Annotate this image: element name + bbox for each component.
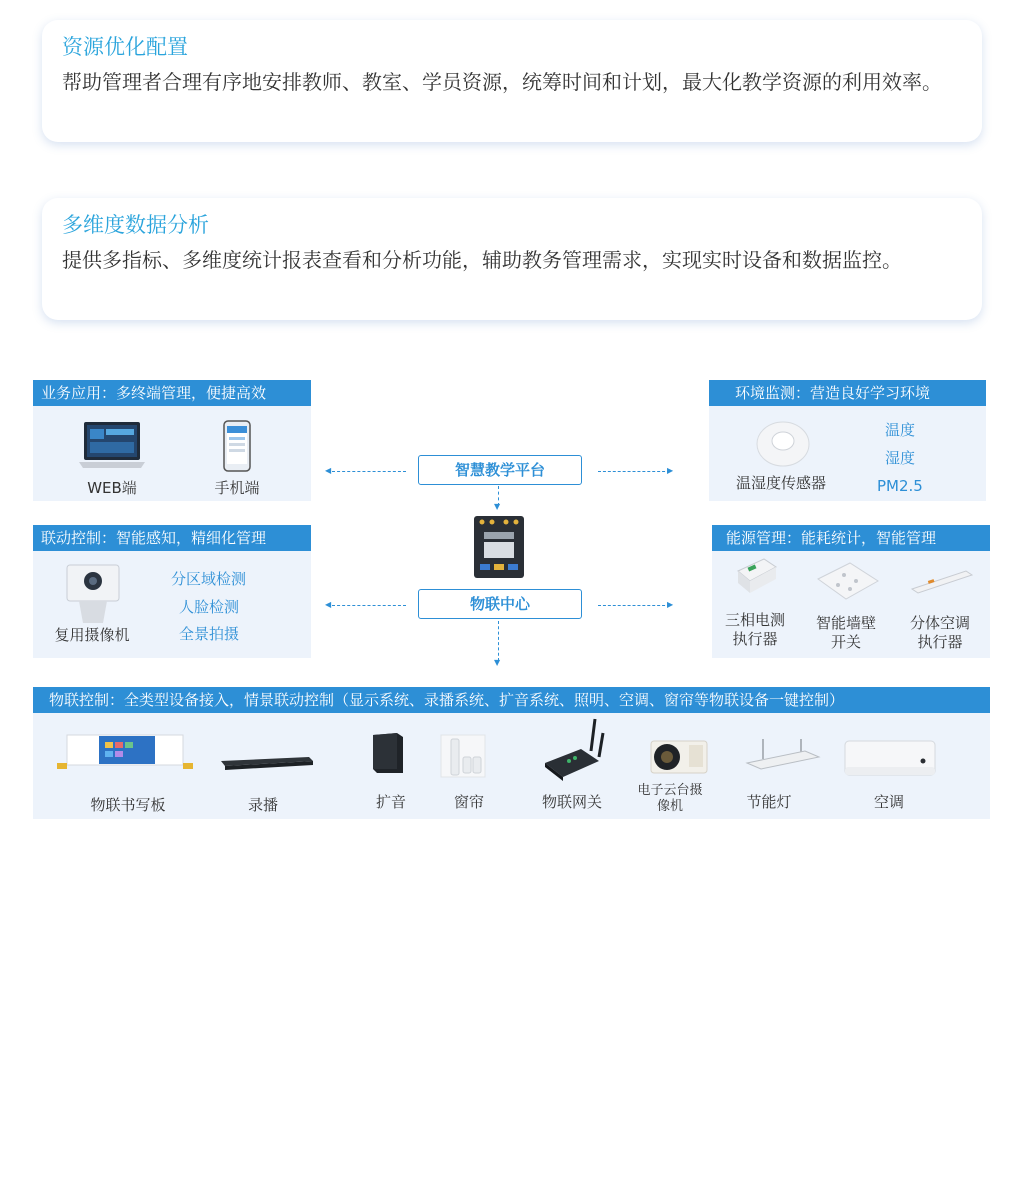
- card-body: 提供多指标、多维度统计报表查看和分析功能，辅助教务管理需求，实现实时设备和数据监控。: [62, 248, 902, 272]
- connector-right-bottom: [598, 605, 670, 606]
- metric-pm25: PM2.5: [877, 477, 923, 495]
- panel-iot-control: [33, 687, 990, 819]
- connector-iot-down: [498, 621, 499, 661]
- device-label-air-conditioner: 空调: [873, 793, 904, 811]
- panel-environment: [709, 380, 986, 501]
- connector-left-top: [332, 471, 406, 472]
- iot-gateway-icon: [541, 717, 611, 783]
- web-client-label: WEB端: [87, 479, 137, 497]
- camera-label: 复用摄像机: [54, 626, 130, 644]
- device-label-speaker: 扩音: [375, 793, 406, 811]
- panel-title: 业务应用：多终端管理，便捷高效: [33, 380, 311, 406]
- laptop-icon: [79, 420, 145, 472]
- gateway-device-icon: [470, 512, 528, 582]
- arrow-down-icon: ▼: [494, 658, 501, 667]
- device-label-recorder: 录播: [247, 796, 278, 814]
- panel-title: 环境监测：营造良好学习环境: [709, 380, 986, 406]
- wall-switch-icon: [816, 561, 880, 601]
- sensor-label: 温湿度传感器: [735, 474, 826, 492]
- card-title: 多维度数据分析: [62, 213, 209, 237]
- metric-humidity: 湿度: [885, 449, 916, 467]
- panel-linkage: [33, 525, 311, 658]
- mobile-client-label: 手机端: [214, 479, 260, 497]
- panel-title: 联动控制：智能感知，精细化管理: [33, 525, 311, 551]
- ptz-camera-icon: [645, 737, 711, 779]
- device-label-writing-board: 物联书写板: [90, 796, 166, 814]
- feature-panorama: 全景拍摄: [179, 625, 240, 643]
- smart-teaching-platform-box: 智慧教学平台: [418, 455, 582, 485]
- feature-zone-detection: 分区域检测: [171, 570, 247, 588]
- arrow-right-icon: ▶: [667, 600, 674, 609]
- device-label-curtain: 窗帘: [453, 793, 484, 811]
- panel-title: 能源管理：能耗统计，智能管理: [712, 525, 990, 551]
- panel-energy: [712, 525, 990, 658]
- wall-switch-label: 智能墙壁 开关: [815, 614, 876, 651]
- connector-left-bottom: [332, 605, 406, 606]
- smartphone-icon: [223, 420, 251, 472]
- sensor-icon: [753, 416, 813, 468]
- panel-title: 物联控制：全类型设备接入，情景联动控制（显示系统、录播系统、扩音系统、照明、空调、窗帘等物联设备一键控制）: [33, 687, 990, 713]
- meter-actuator-label: 三相电测 执行器: [724, 611, 785, 648]
- feature-face-detection: 人脸检测: [179, 598, 240, 616]
- panel-business: [33, 380, 311, 501]
- card-title: 资源优化配置: [62, 35, 188, 59]
- device-label-ptz-camera: 电子云台摄像机: [637, 783, 703, 814]
- meter-actuator-icon: [734, 557, 778, 597]
- air-conditioner-icon: [843, 739, 937, 779]
- curtain-icon: [439, 733, 487, 779]
- feature-card-analysis: [42, 198, 982, 320]
- ac-actuator-label: 分体空调 执行器: [909, 614, 970, 651]
- arrow-left-icon: ◀: [325, 466, 332, 475]
- feature-card-resource: [42, 20, 982, 142]
- connector-right-top: [598, 471, 670, 472]
- energy-lamp-icon: [745, 737, 821, 777]
- card-body: 帮助管理者合理有序地安排教师、教室、学员资源，统筹时间和计划，最大化教学资源的利用效率。: [62, 70, 942, 94]
- device-label-lamp: 节能灯: [746, 793, 792, 811]
- metric-temperature: 温度: [885, 421, 916, 439]
- arrow-right-icon: ▶: [667, 466, 674, 475]
- recorder-icon: [219, 753, 315, 771]
- iot-center-box: 物联中心: [418, 589, 582, 619]
- speaker-icon: [371, 731, 405, 775]
- device-label-gateway: 物联网关: [541, 793, 602, 811]
- arrow-down-icon: ▼: [494, 502, 501, 511]
- writing-board-icon: [57, 733, 193, 771]
- ac-actuator-icon: [910, 567, 974, 597]
- camera-icon: [65, 561, 121, 625]
- arrow-left-icon: ◀: [325, 600, 332, 609]
